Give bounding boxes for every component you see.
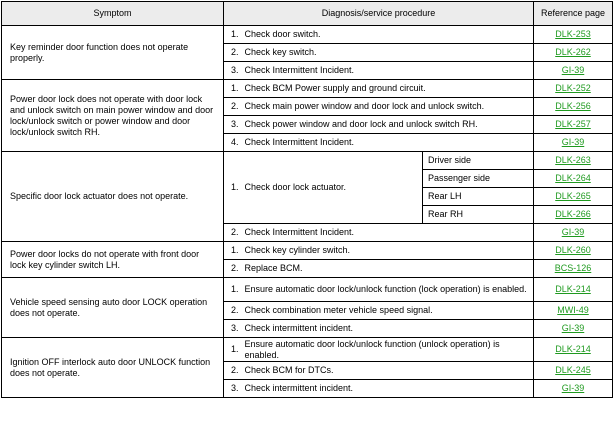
step-number: 1. [224,338,245,362]
sub-location: Rear RH [423,206,534,224]
symptom-cell: Vehicle speed sensing auto door LOCK operation does not operate. [2,278,224,338]
reference-link[interactable]: GI-39 [561,323,585,333]
step-number: 2. [224,302,245,320]
reference-link[interactable]: DLK-260 [555,245,591,255]
reference-link[interactable]: DLK-256 [555,101,591,111]
table-row [2,278,613,302]
reference-link[interactable]: MWI-49 [557,305,589,315]
symptom-cell: Key reminder door function does not operate properly. [2,26,224,80]
step-number: 1. [224,80,245,98]
reference-link[interactable]: DLK-214 [555,284,591,294]
table-row [2,152,613,170]
procedure-header: Diagnosis/service procedure [224,2,534,26]
diagnosis-table [1,1,613,398]
reference-link[interactable]: GI-39 [561,137,585,147]
step-text: Check main power window and door lock and unlock switch. [245,98,534,116]
reference-link[interactable]: DLK-265 [555,191,591,201]
reference-link[interactable]: GI-39 [561,383,585,393]
step-text: Replace BCM. [245,260,534,278]
step-text: Ensure automatic door lock/unlock function (lock operation) is enabled. [245,278,534,302]
header-row [2,2,613,26]
symptom-header: Symptom [2,2,224,26]
table-row [2,338,613,362]
step-text: Check BCM for DTCs. [245,362,534,380]
reference-link[interactable]: GI-39 [561,227,585,237]
sub-location: Driver side [423,152,534,170]
reference-link[interactable]: DLK-252 [555,83,591,93]
reference-link[interactable]: DLK-245 [555,365,591,375]
reference-link[interactable]: DLK-263 [555,155,591,165]
table-row [2,26,613,44]
symptom-cell: Power door lock does not operate with door lock and unlock switch on main power window and door lock/unlock switch or power window and door lock/unlock switch RH. [2,80,224,152]
reference-link[interactable]: DLK-266 [555,209,591,219]
step-number: 2. [224,98,245,116]
step-text: Ensure automatic door lock/unlock function (unlock operation) is enabled. [245,338,534,362]
step-number: 2. [224,362,245,380]
table-row [2,80,613,98]
step-text: Check intermittent incident. [245,320,534,338]
reference-link[interactable]: DLK-262 [555,47,591,57]
step-text: Check key cylinder switch. [245,242,534,260]
sub-location: Passenger side [423,170,534,188]
reference-link[interactable]: GI-39 [561,65,585,75]
step-text: Check door switch. [245,26,534,44]
step-text: Check combination meter vehicle speed signal. [245,302,534,320]
step-number: 3. [224,116,245,134]
symptom-cell: Ignition OFF interlock auto door UNLOCK function does not operate. [2,338,224,398]
step-number: 1. [224,152,245,224]
step-number: 2. [224,44,245,62]
step-number: 1. [224,26,245,44]
step-text: Check Intermittent Incident. [245,134,534,152]
step-text: Check key switch. [245,44,534,62]
step-number: 3. [224,380,245,398]
step-text: Check power window and door lock and unlock switch RH. [245,116,534,134]
step-text: Check door lock actuator. [245,152,423,224]
step-number: 3. [224,320,245,338]
step-text: Check intermittent incident. [245,380,534,398]
step-text: Check Intermittent Incident. [245,62,534,80]
reference-link[interactable]: DLK-214 [555,344,591,354]
step-number: 1. [224,278,245,302]
reference-link[interactable]: DLK-253 [555,29,591,39]
step-text: Check Intermittent Incident. [245,224,534,242]
reference-link[interactable]: DLK-264 [555,173,591,183]
reference-header: Reference page [534,2,613,26]
step-number: 3. [224,62,245,80]
step-number: 1. [224,242,245,260]
reference-link[interactable]: BCS-126 [554,263,592,273]
step-text: Check BCM Power supply and ground circuit. [245,80,534,98]
step-number: 2. [224,260,245,278]
table-row [2,242,613,260]
reference-link[interactable]: DLK-257 [555,119,591,129]
symptom-cell: Specific door lock actuator does not operate. [2,152,224,242]
symptom-cell: Power door locks do not operate with front door lock key cylinder switch LH. [2,242,224,278]
step-number: 2. [224,224,245,242]
step-number: 4. [224,134,245,152]
sub-location: Rear LH [423,188,534,206]
